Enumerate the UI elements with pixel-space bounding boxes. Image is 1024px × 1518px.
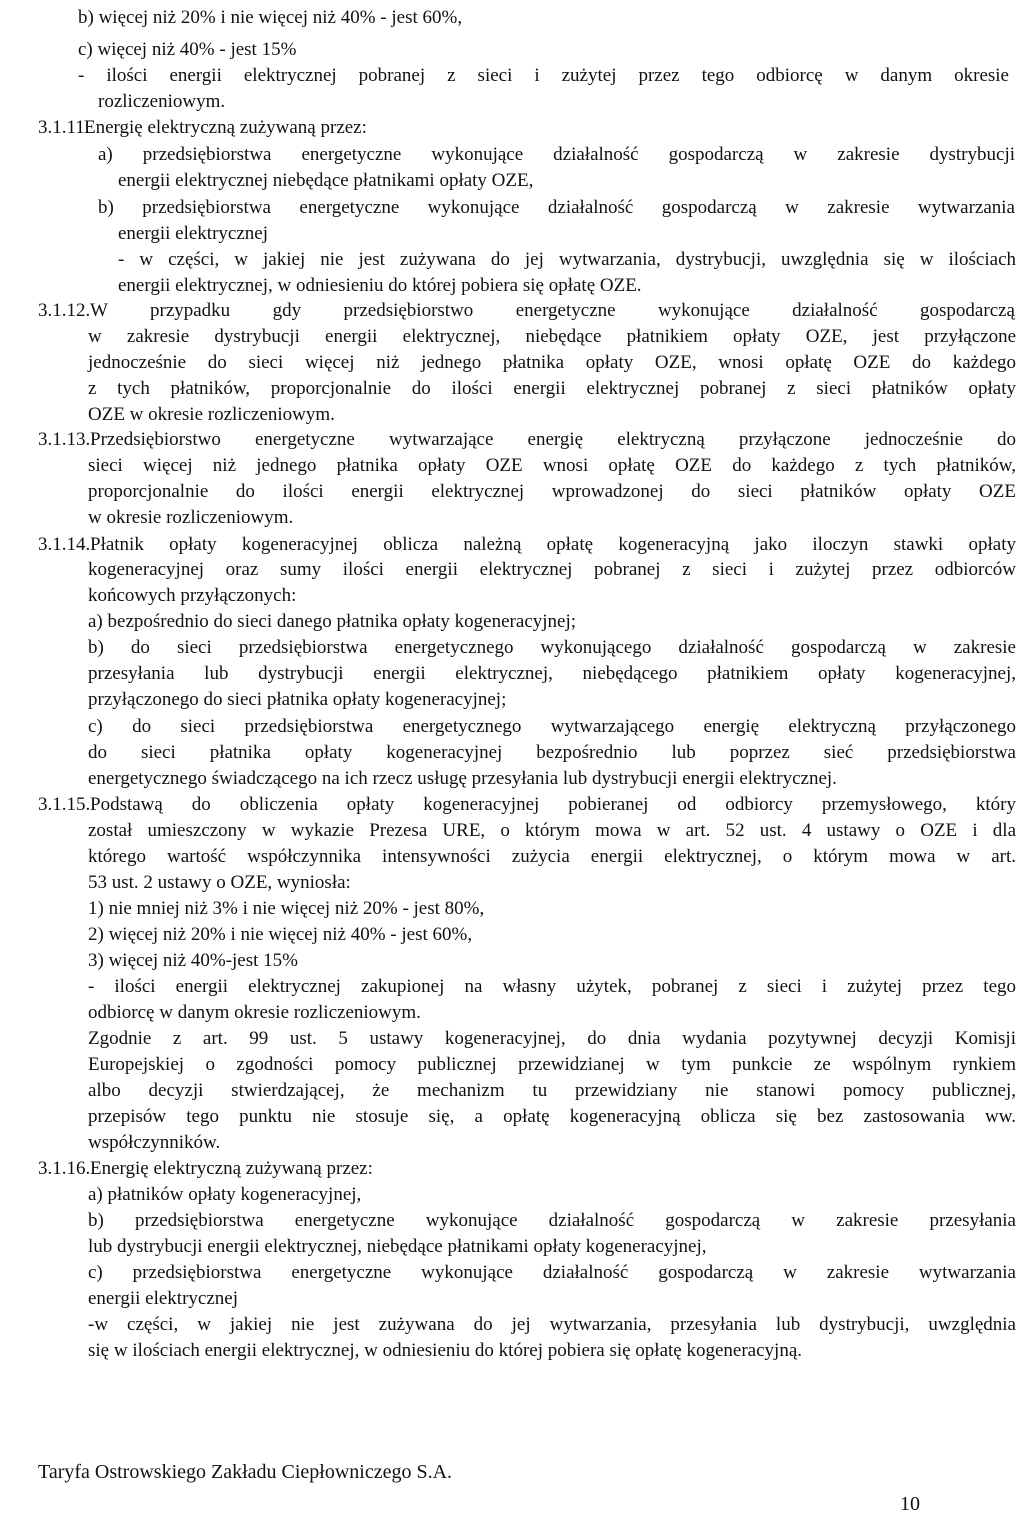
paragraph-line: proporcjonalnie do ilości energii elektrycznej wprowadzonej do sieci płatników opłaty OZE: [88, 481, 1016, 502]
paragraph-line: lub dystrybucji energii elektrycznej, niebędące płatnikami opłaty kogeneracyjnej,: [88, 1236, 707, 1257]
section-heading: Energię elektryczną zużywaną przez:: [84, 117, 367, 138]
list-item-b: b) przedsiębiorstwa energetyczne wykonujące działalność gospodarczą w zakresie przesyłania: [88, 1210, 1016, 1231]
paragraph-line: sieci więcej niż jednego płatnika opłaty OZE wnosi opłatę OZE do każdego z tych płatników,: [88, 455, 1016, 476]
paragraph-line: Europejskiej o zgodności pomocy publicznej przewidzianej w tym punkcie ze wspólnym rynkiem: [88, 1054, 1016, 1075]
paragraph-line: energii elektrycznej: [88, 1288, 238, 1309]
paragraph-line: przesyłania lub dystrybucji energii elektrycznej, niebędącego płatnikiem opłaty kogeneracyjnej,: [88, 663, 1016, 684]
paragraph-line: OZE w okresie rozliczeniowym.: [88, 404, 335, 425]
paragraph-line: odbiorcę w danym okresie rozliczeniowym.: [88, 1002, 421, 1023]
list-item-c: c) przedsiębiorstwa energetyczne wykonujące działalność gospodarczą w zakresie wytwarzania: [88, 1262, 1016, 1283]
list-item-b: b) więcej niż 20% i nie więcej niż 40% - jest 60%,: [78, 7, 463, 28]
paragraph-line: został umieszczony w wykazie Prezesa URE, o którym mowa w art. 52 ust. 4 ustawy o OZE i dla: [88, 820, 1016, 841]
paragraph-line: -w części, w jakiej nie jest zużywana do jej wytwarzania, przesyłania lub dystrybucji, uwzględnia: [88, 1314, 1016, 1335]
paragraph-line: końcowych przyłączonych:: [88, 585, 297, 606]
list-item-a: a) bezpośrednio do sieci danego płatnika opłaty kogeneracyjnej;: [88, 611, 577, 632]
section-number: 3.1.13.: [38, 429, 91, 450]
section-number: 3.1.15.: [38, 794, 91, 815]
paragraph-line: jednocześnie do sieci więcej niż jednego płatnika opłaty OZE, wnosi opłatę OZE do każdego: [88, 352, 1016, 373]
paragraph-line: się w ilościach energii elektrycznej, w odniesieniu do której pobiera się opłatę kogeneracyjną.: [88, 1340, 803, 1361]
paragraph-line: - ilości energii elektrycznej zakupionej na własny użytek, pobranej z sieci i zużytej przez tego: [88, 976, 1016, 997]
paragraph-line: kogeneracyjnej oraz sumy ilości energii elektrycznej pobranej z sieci i zużytej przez odbiorców: [88, 559, 1016, 580]
paragraph-line: w okresie rozliczeniowym.: [88, 507, 294, 528]
paragraph-line: Płatnik opłaty kogeneracyjnej oblicza należną opłatę kogeneracyjną jako iloczyn stawki opłaty: [90, 534, 1016, 555]
paragraph-line: energii elektrycznej: [118, 223, 268, 244]
paragraph-line: do sieci płatnika opłaty kogeneracyjnej bezpośrednio lub poprzez sieć przedsiębiorstwa: [88, 742, 1016, 763]
paragraph-line: - ilości energii elektrycznej pobranej z sieci i zużytej przez tego odbiorcę w danym okresie: [78, 65, 1009, 86]
section-number: 3.1.16.: [38, 1158, 91, 1179]
list-item-a: a) przedsiębiorstwa energetyczne wykonujące działalność gospodarczą w zakresie dystrybucji: [98, 144, 1015, 165]
list-item-c: c) do sieci przedsiębiorstwa energetycznego wytwarzającego energię elektryczną przyłączonego: [88, 716, 1016, 737]
paragraph-line: albo decyzji stwierdzającej, że mechanizm tu przewidziany nie stanowi pomocy publicznej,: [88, 1080, 1016, 1101]
paragraph-line: rozliczeniowym.: [98, 91, 226, 112]
paragraph-line: przyłączonego do sieci płatnika opłaty kogeneracyjnej;: [88, 689, 507, 710]
paragraph-line: W przypadku gdy przedsiębiorstwo energetyczne wykonujące działalność gospodarczą: [90, 300, 1015, 321]
paragraph-line: przepisów tego punktu nie stosuje się, a opłatę kogeneracyjną oblicza się bez zastosowania ww.: [88, 1106, 1016, 1127]
page-number: 10: [900, 1493, 920, 1515]
paragraph-line: Zgodnie z art. 99 ust. 5 ustawy kogeneracyjnej, do dnia wydania pozytywnej decyzji Komisji: [88, 1028, 1016, 1049]
list-item-2: 2) więcej niż 20% i nie więcej niż 40% - jest 60%,: [88, 924, 473, 945]
list-item-1: 1) nie mniej niż 3% i nie więcej niż 20% - jest 80%,: [88, 898, 485, 919]
section-number: 3.1.14.: [38, 534, 91, 555]
paragraph-line: w zakresie dystrybucji energii elektrycznej, niebędące płatnikiem opłaty OZE, jest przyłączone: [88, 326, 1016, 347]
list-item-b: b) przedsiębiorstwa energetyczne wykonujące działalność gospodarczą w zakresie wytwarzania: [98, 197, 1015, 218]
paragraph-line: Przedsiębiorstwo energetyczne wytwarzające energię elektryczną przyłączone jednocześnie do: [90, 429, 1016, 450]
paragraph-line: współczynników.: [88, 1132, 221, 1153]
section-number: 3.1.11.: [38, 117, 90, 138]
footer-title: Taryfa Ostrowskiego Zakładu Ciepłowniczego S.A.: [38, 1461, 453, 1483]
paragraph-line: Podstawą do obliczenia opłaty kogeneracyjnej pobieranej od odbiorcy przemysłowego, który: [90, 794, 1016, 815]
paragraph-line: energii elektrycznej niebędące płatnikami opłaty OZE,: [118, 170, 534, 191]
paragraph-line: z tych płatników, proporcjonalnie do ilości energii elektrycznej pobranej z sieci płatników opłaty: [88, 378, 1016, 399]
list-item-b: b) do sieci przedsiębiorstwa energetycznego wykonującego działalność gospodarczą w zakresie: [88, 637, 1016, 658]
list-item-a: a) płatników opłaty kogeneracyjnej,: [88, 1184, 362, 1205]
paragraph-line: - w części, w jakiej nie jest zużywana do jej wytwarzania, dystrybucji, uwzględnia się w ilościach: [118, 249, 1016, 270]
section-heading: Energię elektryczną zużywaną przez:: [90, 1158, 373, 1179]
paragraph-line: energetycznego świadczącego na ich rzecz usługę przesyłania lub dystrybucji energii elektrycznej.: [88, 768, 837, 789]
paragraph-line: energii elektrycznej, w odniesieniu do której pobiera się opłatę OZE.: [118, 275, 642, 296]
list-item-c: c) więcej niż 40% - jest 15%: [78, 39, 297, 60]
paragraph-line: 53 ust. 2 ustawy o OZE, wyniosła:: [88, 872, 351, 893]
paragraph-line: którego wartość współczynnika intensywności zużycia energii elektrycznej, o którym mowa w art.: [88, 846, 1016, 867]
list-item-3: 3) więcej niż 40%-jest 15%: [88, 950, 298, 971]
section-number: 3.1.12.: [38, 300, 91, 321]
